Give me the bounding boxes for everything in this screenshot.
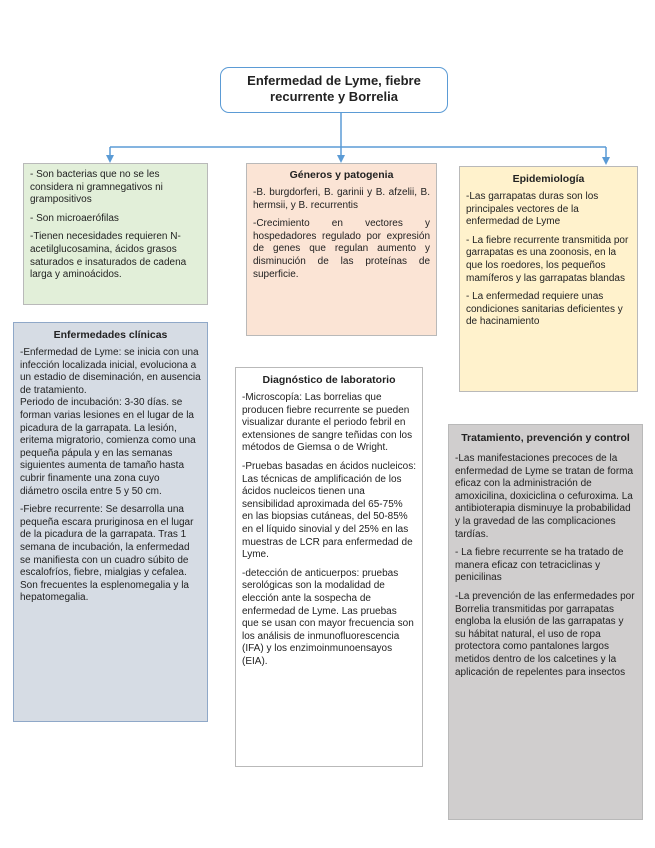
title-box	[220, 67, 448, 113]
diagnostico-heading: Diagnóstico de laboratorio	[262, 374, 396, 386]
generos-heading: Géneros y patogenia	[289, 169, 394, 181]
tratamiento-paragraph: -La prevención de las enfermedades por Borrelia transmitidas por garrapatas engloba la elusión de las garrapatas y su hábitat natural, el uso de ropa protectora como pantalones largos metidos dentro de los calcetines y la aplicación de repelentes para insectos	[455, 590, 635, 678]
epidemiologia-paragraph: -Las garrapatas duras son los principales vectores de la enfermedad de Lyme	[466, 191, 599, 228]
tratamiento-heading: Tratamiento, prevención y control	[461, 432, 630, 444]
generos-paragraph: -B. burgdorferi, B. garinii y B. afzelii, B. hermsii, y B. recurrentis	[253, 187, 430, 211]
epidemiologia-heading: Epidemiología	[512, 173, 585, 185]
diagnostico-box	[235, 367, 423, 767]
diagnostico-paragraph: -Pruebas basadas en ácidos nucleicos: Las técnicas de amplificación de los ácidos nucleicos tienen una sensibilidad aproximada del 65-75% en las biopsias cutáneas, del 50-85% en el líquido sinovial y del 25% en las muestras de LCR para enfermedad de Lyme.	[242, 460, 416, 561]
diagnostico-paragraph: -Microscopía: Las borrelias que producen fiebre recurrente se pueden visualizar durante el periodo febril en extensiones de sangre teñidas con los métodos de Giemsa o de Wright.	[242, 392, 413, 454]
clinicas-paragraph: -Enfermedad de Lyme: se inicia con una infección localizada inicial, evoluciona a un estadio de diseminación, en ausencia de tratamiento.	[20, 347, 201, 396]
epidemiologia-box	[459, 166, 638, 392]
generos-box	[246, 163, 437, 336]
epidemiologia-paragraph: - La enfermedad requiere unas condiciones sanitarias deficientes y de hacinamiento	[466, 291, 623, 328]
bacteria-paragraph: - Son bacterias que no se les considera ni gramnegativos ni grampositivos	[30, 169, 163, 206]
tratamiento-paragraph: - La fiebre recurrente se ha tratado de manera eficaz con tetraciclinas y penicilinas	[455, 547, 624, 584]
tratamiento-box	[448, 424, 643, 820]
epidemiologia-paragraph: - La fiebre recurrente transmitida por garrapatas es una zoonosis, en la que los roedores, los pequeños mamíferos y las garrapatas blandas	[466, 234, 629, 284]
diagnostico-paragraph: -detección de anticuerpos: pruebas serológicas son la modalidad de elección ante la sospecha de enfermedad de Lyme. Las pruebas que se usan con mayor frecuencia son los análisis de inmunofluorescencia (IFA) y los enzimoinmunoensayos (EIA).	[242, 567, 414, 667]
tratamiento-paragraph: -Las manifestaciones precoces de la enfermedad de Lyme se tratan de forma eficaz con la administración de amoxicilina, doxiciclina o cefuroxima. La antibioterapia disminuye la probabilidad y la gravedad de las complicaciones tardías.	[455, 453, 634, 540]
clinicas-heading: Enfermedades clínicas	[53, 329, 168, 341]
page-title: Enfermedad de Lyme, fiebre recurrente y Borrelia	[247, 73, 421, 104]
bacteria-box	[23, 163, 208, 305]
clinicas-paragraph: Periodo de incubación: 3-30 días. se forman varias lesiones en el lugar de la picadura de la garrapata. La lesión, eritema migratorio, comienza como una pequeña pápula y en las semanas siguientes aumenta de tamaño hasta cubrir finamente una zona cuyo diámetro oscila entre 5 y 50 cm.	[20, 397, 196, 497]
clinicas-box	[13, 322, 208, 722]
bacteria-paragraph: -Tienen necesidades requieren N-acetilglucosamina, ácidos grasos saturados e insaturados de cadena larga y aminoácidos.	[30, 231, 187, 281]
generos-paragraph: -Crecimiento en vectores y hospedadores regulado por expresión de genes que regulan aumento y disminución de las proteínas de superficie.	[253, 218, 430, 280]
clinicas-paragraph: -Fiebre recurrente: Se desarrolla una pequeña escara pruriginosa en el lugar de la picadura de la garrapata. Tras 1 semana de incubación, la enfermedad se manifiesta con un cuadro súbito de escalofríos, fiebre, mialgias y cefalea. Son frecuentes la esplenomegalia y la hepatomegalia.	[20, 504, 194, 604]
bacteria-paragraph: - Son microaerófilas	[30, 212, 119, 224]
